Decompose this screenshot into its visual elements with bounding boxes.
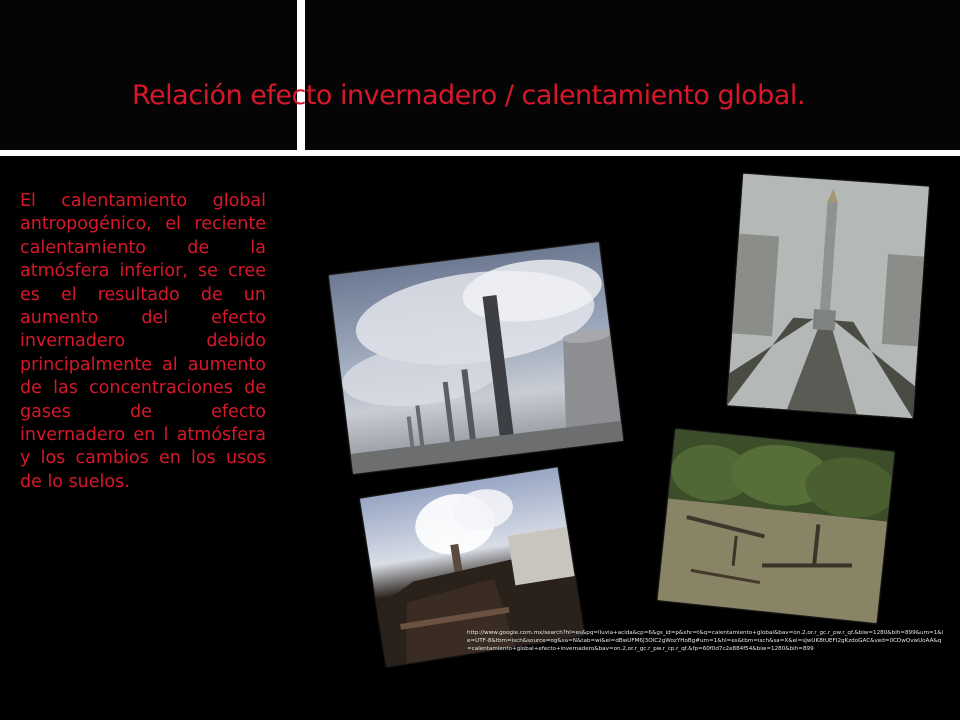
body-text: El calentamiento global antropogénico, el reciente calentamiento de la atmósfera inferior, se cree es el resultado de un aumento del efecto invernadero debido principalmente al aumento de las concentraciones de gases de efecto invernadero en l atmósfera y los cambios en los usos de lo suelos. <box>20 191 266 492</box>
deforestation-illustration <box>658 429 895 623</box>
deforestation-photo <box>658 429 895 623</box>
header-divider-horizontal <box>0 150 960 156</box>
header-block-left <box>0 0 297 150</box>
smokestacks-photo <box>329 242 623 474</box>
smokestacks-illustration <box>329 242 623 474</box>
image-source-caption: http://www.google.com.mx/search?hl=es&pq=lluvia+acida&cp=6&gs_id=p&xhr=t&q=calentamiento+global&bav=on.2,or.r_gc.r_pw.r_qf.&biw=1280&bih=899&um=1&ie=UTF-8&tbm=isch&source=og&sa=N&tab=wi&ei=dBwUFM6J3OIC2gWozYHoBg#um=1&hl=es&tbm=isch&sa=X&ei=sJwUK8tUEFI2gKzdoGAC&ved=0CDwQvwUoAA&q=calentamiento+global+efecto+invernadero&bav=on.2,or.r_gc.r_pw.r_cp.r_qf.&fp=60f0d7c2e884f54&biw=1280&bih=899 <box>467 630 944 652</box>
header-block-right <box>305 0 960 150</box>
slide-title: Relación efecto invernadero / calentamiento global. <box>132 80 805 111</box>
city-smog-illustration <box>727 174 929 418</box>
city-smog-photo <box>727 174 929 418</box>
header-divider-vertical <box>297 0 305 150</box>
